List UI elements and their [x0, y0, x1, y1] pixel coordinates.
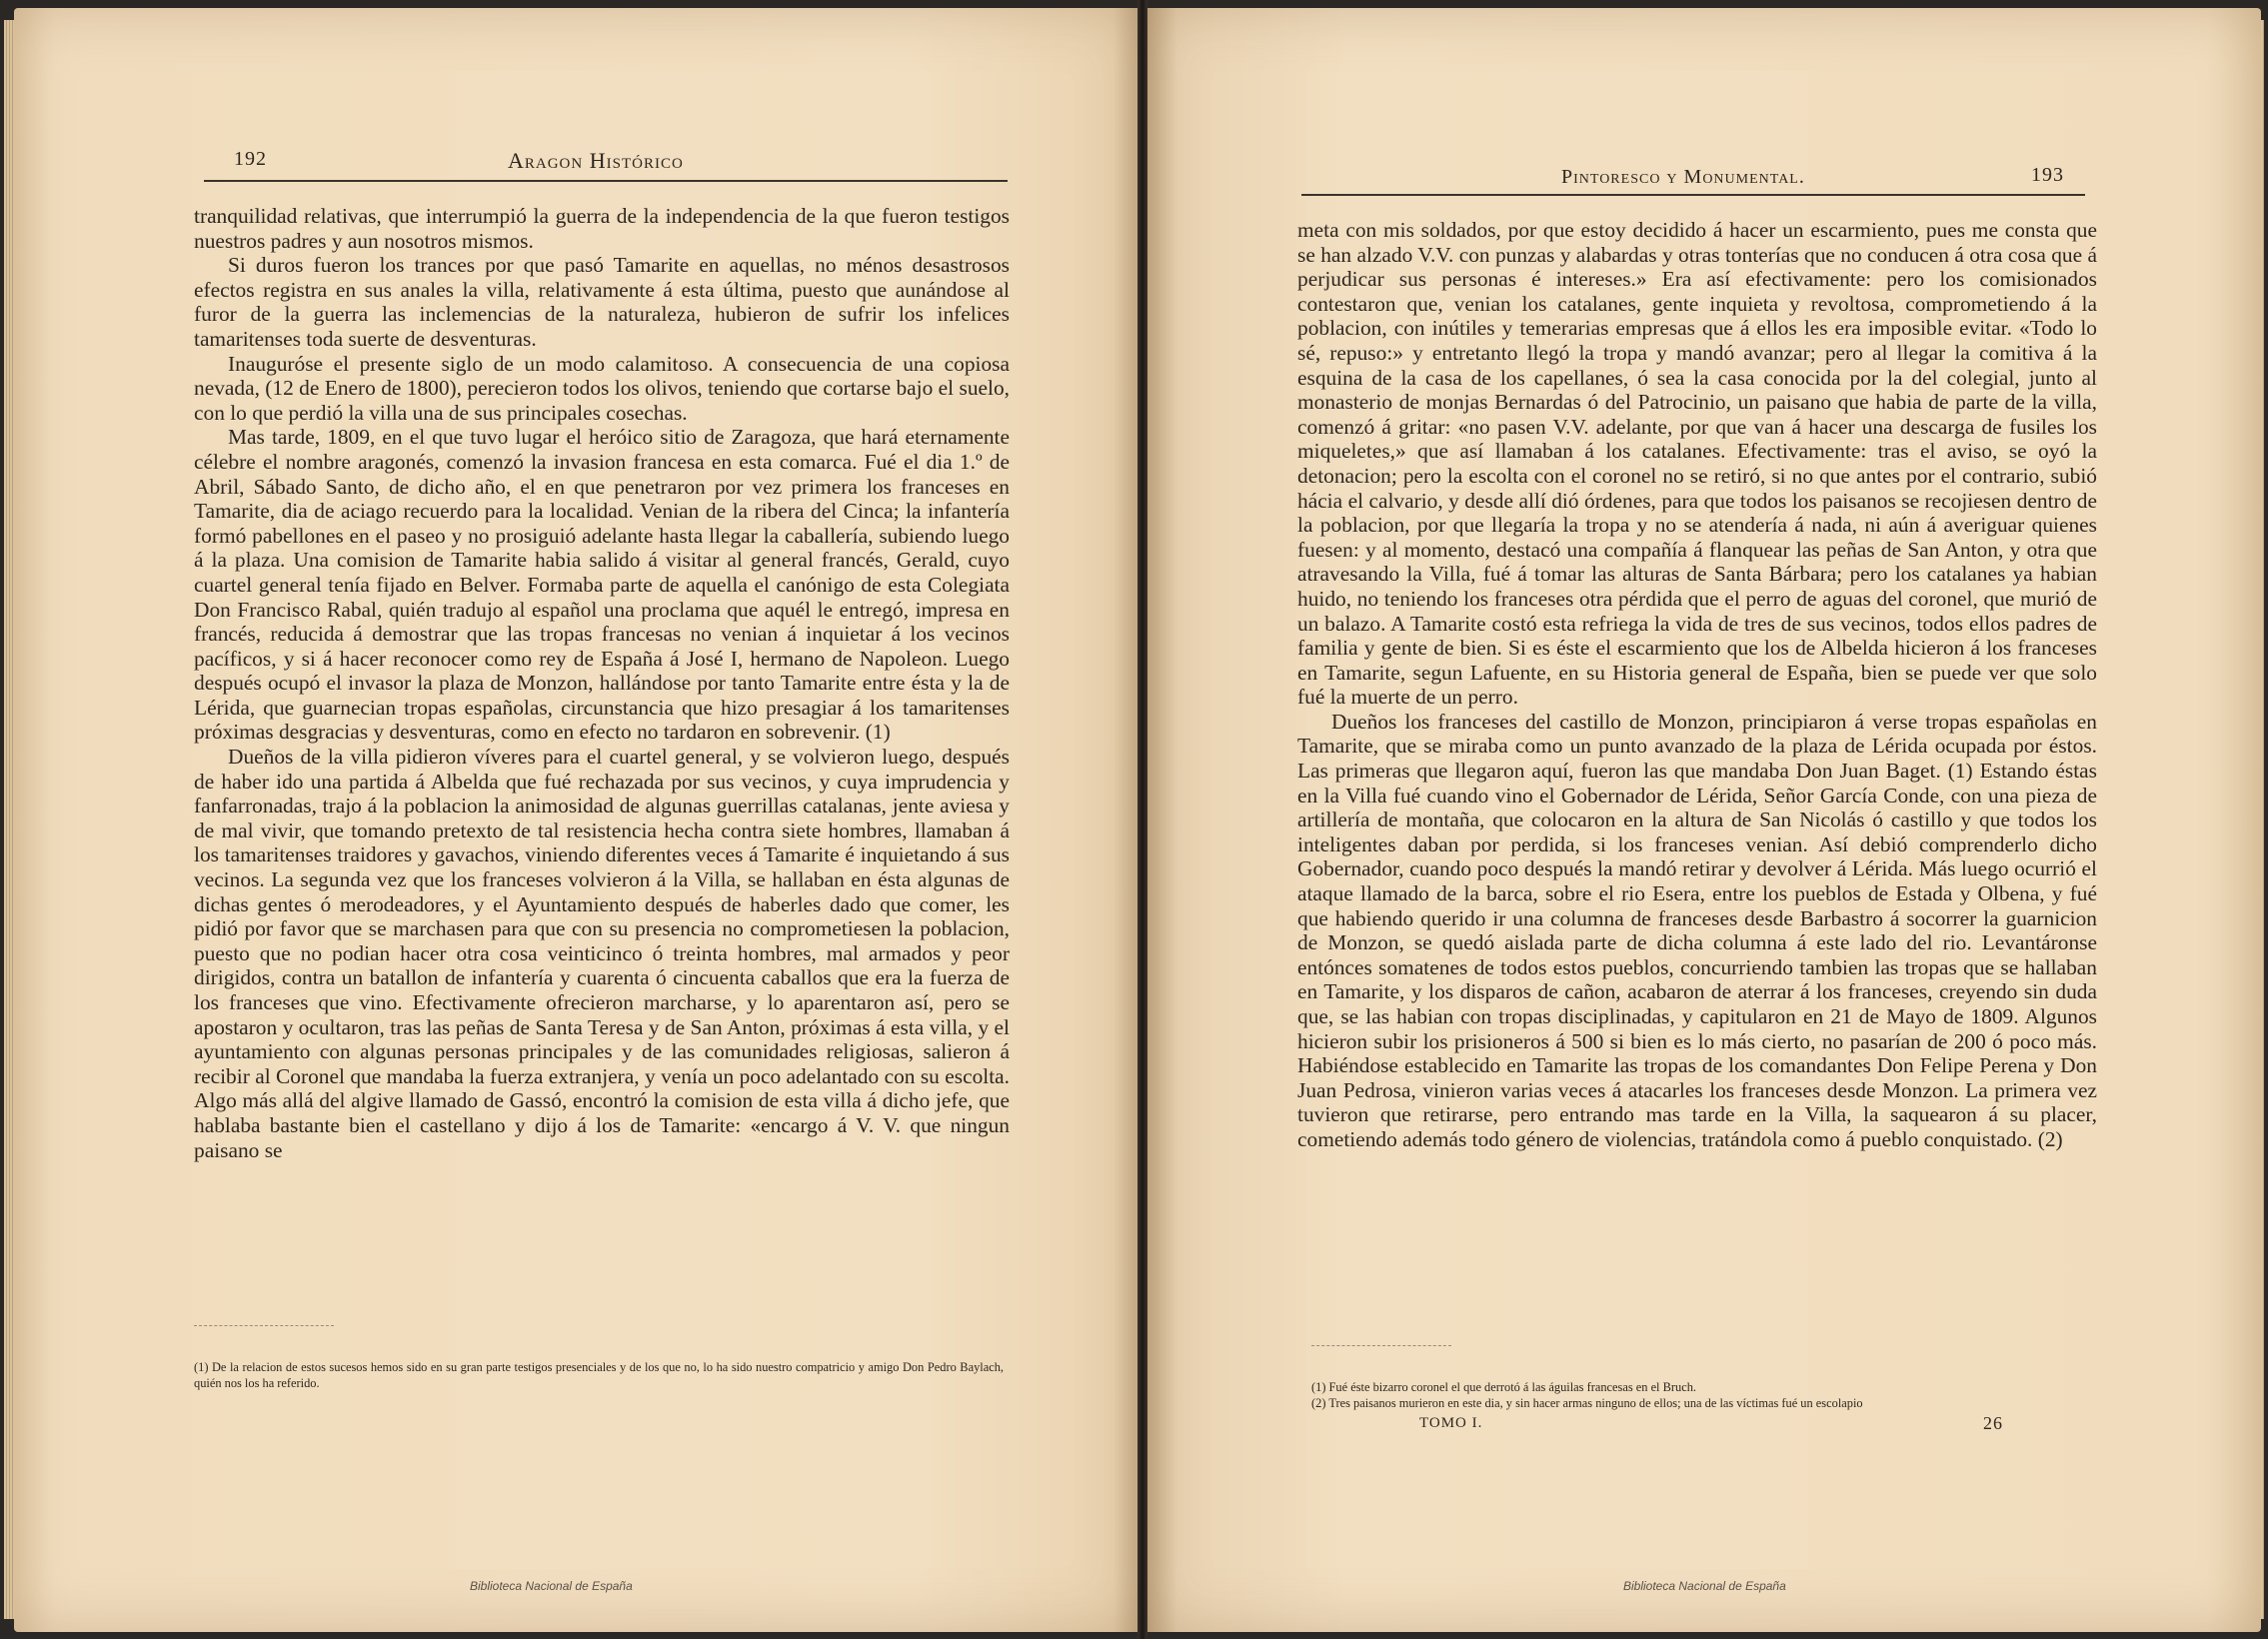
- right-footnote-rule: [1311, 1345, 1451, 1346]
- signature-volume: TOMO I.: [1419, 1415, 1483, 1431]
- signature-number: 26: [1983, 1413, 2003, 1433]
- right-library-stamp: Biblioteca Nacional de España: [1623, 1579, 1786, 1593]
- right-page: [1147, 8, 2261, 1632]
- right-header-rule: [1301, 194, 2085, 196]
- right-footnote-1: (1) Fué éste bizarro coronel el que derrotó á las águilas francesas en el Bruch.: [1311, 1380, 1696, 1394]
- right-footnotes: [1311, 1379, 2101, 1411]
- left-page: [14, 8, 1137, 1632]
- right-paragraph-1: meta con mis soldados, por que estoy decidido á hacer un escarmiento, pues me consta que se han alzado V.V. con punzas y alabardas y otras tonterías que no conducen á otra cosa que á perjudicar sus personas é intereses.» Era así efectivamente: pero los comisionados contestaron que, venian los catalanes, gente inquieta y revoltosa, comprometiendo á la poblacion, con inútiles y temerarias empresas que á ellos les era imposible evitar. «Todo lo sé, repuso:» y entretanto llegó la tropa y mandó avanzar; pero al llegar la comitiva á la esquina de la casa de los capellanes, ó sea la casa conocida por la del colegial, junto al monasterio de monjas Bernardas ó del Patrocinio, un paisano que habia de parte de la villa, comenzó á gritar: «no pasen V.V. adelante, por que van á hacer una descarga de fusiles los miqueletes,» que así llamaban á los catalanes. Efectivamente: tras el aviso, se oyó la detonacion; pero la escolta con el coronel no se retiró, si no que antes por el contrario, subió hácia el calvario, y desde allí dió órdenes, para que todos los paisanos se recojiesen dentro de la poblacion, por que llegaría la tropa y no se atendería á nada, ni aún á averiguar quienes fuesen: y al momento, destacó una compañía á flanquear las peñas de San Anton, y otra que atravesando la Villa, fué á tomar las alturas de Santa Bárbara; pero los catalanes ya habian huido, no teniendo los franceses otra pérdida que el perro de aguas del coronel, que murió de un balazo. A Tamarite costó esta refriega la vida de tres de sus vecinos, todos ellos padres de familia y gente de bien. Si es éste el escarmiento que los de Albelda hicieron á los franceses en Tamarite, segun Lafuente, en su Historia general de España, bien se puede ver que solo fué la muerte de un perro.: [1297, 218, 2097, 710]
- right-page-number: 193: [2031, 164, 2064, 186]
- right-running-head: Pintoresco y Monumental.: [1561, 166, 1805, 188]
- left-paragraph-1: tranquilidad relativas, que interrumpió la guerra de la independencia de la que fueron testigos nuestros padres y aun nosotros mismos.: [194, 204, 1010, 253]
- left-paragraph-4: Mas tarde, 1809, en el que tuvo lugar el heróico sitio de Zaragoza, que hará eternamente célebre el nombre aragonés, comenzó la invasion francesa en esta comarca. Fué el dia 1.º de Abril, Sábado Santo, de dicho año, el en que penetraron por vez primera los franceses en Tamarite, dia de aciago recuerdo para la localidad. Venian de la ribera del Cinca; la infantería formó pabellones en el paseo y no prosiguió adelante hasta llegar la caballería, subiendo luego á la plaza. Una comision de Tamarite habia salido á visitar al general francés, Gerald, cuyo cuartel general tenía fijado en Belver. Formaba parte de aquella el canónigo de esta Colegiata Don Francisco Rabal, quién tradujo al español una proclama que aquél le entregó, impresa en francés, reducida á demostrar que las tropas francesas no venian á inquietar á los vecinos pacíficos, y si á hacer reconocer como rey de España á José I, hermano de Napoleon. Luego después ocupó el invasor la plaza de Monzon, hallándose por tanto Tamarite entre ésta y la de Lérida, que guarnecian tropas españolas, circunstancia que hizo presagiar á los tamaritenses próximas desgracias y desventuras, como en efecto no tardaron en sobrevenir. (1): [194, 425, 1010, 745]
- right-paragraph-2: Dueños los franceses del castillo de Monzon, principiaron á verse tropas españolas en Tamarite, que se miraba como un punto avanzado de la plaza de Lérida ocupada por éstos. Las primeras que llegaron aquí, fueron las que mandaba Don Juan Baget. (1) Estando éstas en la Villa fué cuando vino el Gobernador de Lérida, Señor García Conde, con una pieza de artillería de montaña, que colocaron en la altura de San Nicolás ó castillo y que todos los inteligentes daban por perdida, si los franceses venian. Así debió comprenderlo dicho Gobernador, cuando poco después la mandó retirar y devolver á Lérida. Más luego ocurrió el ataque llamado de la barca, sobre el rio Esera, entre los pueblos de Estada y Olbena, y fué que habiendo querido ir una columna de franceses desde Barbastro á socorrer la guarnicion de Monzon, se quedó aislada parte de dicha columna á este lado del rio. Levantáronse entónces somatenes de todos estos pueblos, concurriendo tambien las tropas que se hallaban en Tamarite, y los disparos de cañon, acabaron de aterrar á los franceses, creyendo sin duda que, se las habian con tropas disciplinadas, y capitularon en 21 de Mayo de 1809. Algunos hicieron subir los prisioneros á 500 si bien es lo más cierto, no pasarían de 200 ó poco más. Habiéndose establecido en Tamarite las tropas de los comandantes Don Felipe Perena y Don Juan Pedrosa, vinieron varias veces á atacarles los franceses desde Monzon. La primera vez tuvieron que retirarse, pero entrando mas tarde en la Villa, la saquearon á su placer, cometiendo además todo género de violencias, tratándola como á pueblo conquistado. (2): [1297, 709, 2097, 1151]
- left-footnote-1: (1) De la relacion de estos sucesos hemos sido en su gran parte testigos presenciales y de los que no, lo ha sido nuestro compatricio y amigo Don Pedro Baylach, quién nos los ha referido.: [194, 1360, 1004, 1390]
- book-gutter: [1137, 0, 1147, 1639]
- left-footnote-rule: [194, 1325, 334, 1326]
- left-page-number: 192: [234, 148, 267, 170]
- left-footnotes: [194, 1359, 1004, 1391]
- left-paragraph-2: Si duros fueron los trances por que pasó Tamarite en aquellas, no ménos desastrosos efectos registra en sus anales la villa, relativamente á esta última, puesto que aunándose al furor de la guerra las inclemencias de la naturaleza, hubieron de sufrir los infelices tamaritenses toda suerte de desventuras.: [194, 253, 1010, 351]
- left-library-stamp: Biblioteca Nacional de España: [470, 1579, 633, 1593]
- left-paragraph-5: Dueños de la villa pidieron víveres para el cuartel general, y se volvieron luego, después de haber ido una partida á Albelda que fué rechazada por sus vecinos, y cuya imprudencia y fanfarronadas, trajo á la poblacion la animosidad de algunas guerrillas catalanas, jente aviesa y de mal vivir, que tomando pretexto de tal resistencia hecha contra siete hombres, llamaban á los tamaritenses traidores y gavachos, viniendo diferentes veces á Tamarite é inquietando á sus vecinos. La segunda vez que los franceses volvieron á la Villa, se hallaban en ésta algunas de dichas gentes ó merodeadores, y el Ayuntamiento después de haberles dado que comer, les pidió por favor que se marchasen para que con su presencia no comprometiesen la poblacion, puesto que no podian hacer otra cosa veinticinco ó treinta hombres, mal armados y peor dirigidos, contra un batallon de infantería y cuarenta ó cincuenta caballos que era la fuerza de los franceses que vino. Efectivamente ofrecieron marcharse, y lo aparentaron así, pero se apostaron y ocultaron, tras las peñas de Santa Teresa y de San Anton, próximas á esta villa, y el ayuntamiento con algunas personas principales y de las comunidades religiosas, salieron á recibir al Coronel que mandaba la fuerza extranjera, y venía un poco adelantado con su escolta. Algo más allá del algive llamado de Gassó, encontró la comision de esta villa á dicho jefe, que hablaba bastante bien el castellano y dijo á los de Tamarite: «encargo á V. V. que ningun paisano se: [194, 745, 1010, 1162]
- left-body-text: [194, 204, 1010, 1162]
- left-paragraph-3: Inauguróse el presente siglo de un modo calamitoso. A consecuencia de una copiosa nevada, (12 de Enero de 1800), perecieron todos los olivos, teniendo que cortarse bajo el suelo, con lo que perdió la villa una de sus principales cosechas.: [194, 351, 1010, 425]
- right-footnote-2: (2) Tres paisanos murieron en este dia, y sin hacer armas ninguno de ellos; una de las víctimas fué un escolapio: [1311, 1396, 1863, 1410]
- right-body-text: [1297, 218, 2097, 1152]
- left-header-rule: [204, 180, 1008, 182]
- left-running-head: Aragon Histórico: [508, 148, 684, 173]
